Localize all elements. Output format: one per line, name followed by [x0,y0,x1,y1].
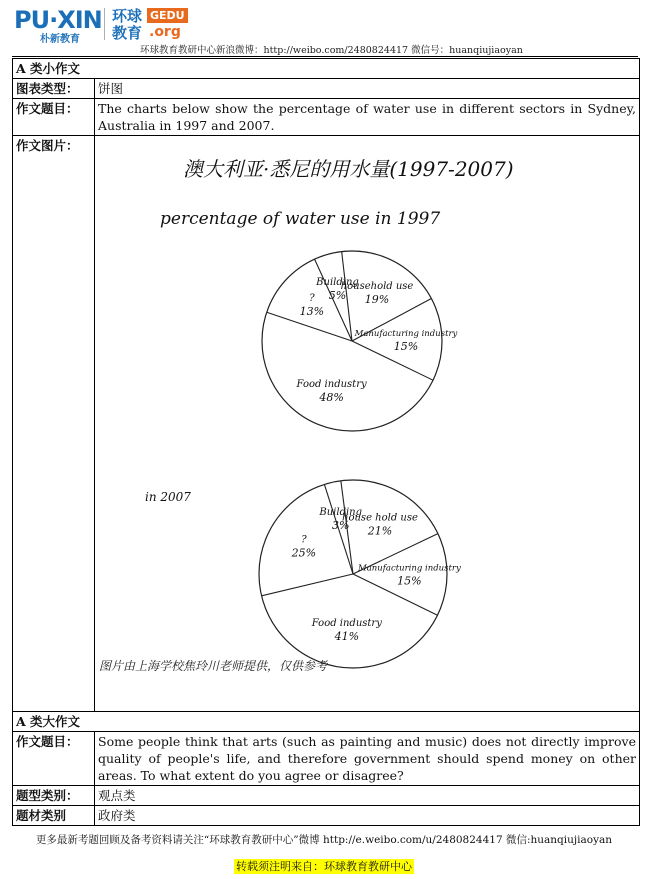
subject-value: 政府类 [95,806,640,826]
header-divider [12,56,638,57]
essay-table [12,58,640,826]
pie-slice-value: 21% [367,524,393,538]
pie-slice-label: Manufacturing industry [354,328,458,339]
footer-reprint-notice: 转载须注明来自：环球教育教研中心 [236,860,412,873]
pie-slice-value: 48% [319,390,344,404]
topic-text: The charts below show the percentage of water use in different sectors in Sydney, Australia in 1997 and 2007. [95,99,640,136]
gedu-logo-chinese: 环球教育 [112,7,143,42]
chart-title: 澳大利亚·悉尼的用水量(1997-2007) [183,157,514,181]
pie-slice-label: ? [309,292,315,304]
chart-type-value: 饼图 [95,79,640,99]
large-topic-label: 作文题目： [13,732,95,786]
header-contact-line: 环球教育教研中心新浪微博：http://weibo.com/2480824417 微信号：huanqiujiaoyan [140,45,523,56]
subject-label: 题材类别 [13,806,95,826]
large-topic-text: Some people think that arts (such as painting and music) does not directly improve quality of people's life, and therefore government should spend money on other areas. To what extent do you agree or disagree? [95,732,640,786]
pie-slice-value: 41% [334,630,360,644]
page-header [0,0,648,58]
logo-divider [104,8,105,40]
pie-slice-label: house hold use [342,512,418,524]
question-type-label: 题型类别： [13,786,95,806]
image-label: 作文图片： [13,136,95,712]
pie-slice-label: Building [316,276,359,288]
pie-slice-label: household use [340,281,414,293]
pie-slice-label: Building [319,506,363,518]
pie-slice-value: 15% [393,339,419,353]
pie-slice-label: Food industry [311,618,382,630]
gedu-logo-badge: GEDU [147,8,188,23]
pie-chart-2007 [259,480,461,668]
question-type-value: 观点类 [95,786,640,806]
pie-slice-value: 15% [397,574,422,588]
pie-slice-boundary [353,574,437,615]
chart-image [95,136,635,711]
puxin-logo-subtitle: 朴新教育 [40,34,80,45]
chart-1997-subtitle: percentage of water use in 1997 [160,209,441,229]
pie-chart-1997 [262,251,458,431]
pie-slice-label: Food industry [296,378,367,390]
pie-slice-label: Manufacturing industry [358,563,461,574]
pie-slice-boundary [352,341,433,380]
pie-slice-value: 13% [299,304,325,318]
chart-image-cell [95,136,640,712]
pie-slice-value: 3% [331,518,350,532]
topic-label: 作文题目： [13,99,95,136]
section-large-essay: A 类大作文 [13,712,640,732]
pie-slice-value: 25% [291,546,317,560]
section-small-essay: A 类小作文 [13,59,640,79]
pie-slice-boundary [262,574,353,596]
pie-slice-value: 19% [364,293,390,307]
footer-info: 更多最新考题回顾及备考资料请关注“环球教育教研中心”微博 http://e.weibo.com/u/2480824417 微信:huanqiujiaoyan [35,834,613,846]
puxin-logo: PU·XIN [14,6,102,34]
pie-slice-label: ? [301,534,307,546]
pie-slice-value: 5% [328,288,347,302]
chart-type-label: 图表类型： [13,79,95,99]
image-source-note: 图片由上海学校焦玲川老师提供，仅供参考 [99,659,328,673]
footer-notice-wrap [0,855,648,874]
chart-2007-subtitle: in 2007 [145,490,191,504]
gedu-logo-org: .org [149,24,181,40]
